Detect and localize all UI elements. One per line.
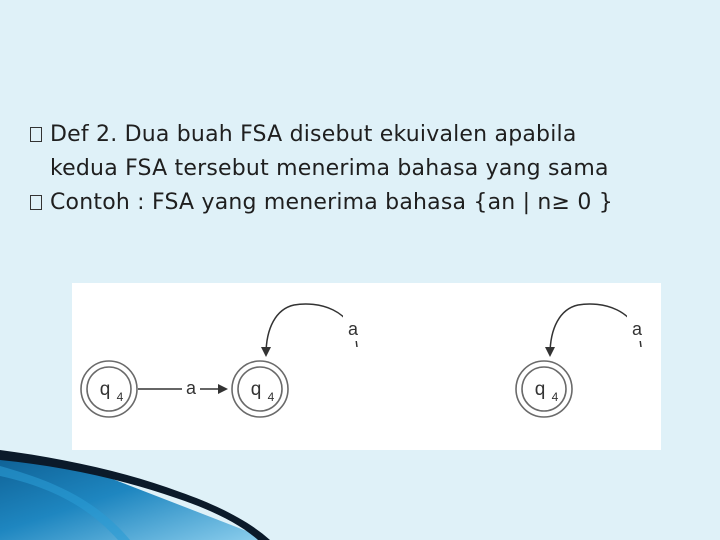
fsa-left-self-loop-label: a (347, 319, 359, 339)
fsa-right-self-loop (550, 304, 645, 355)
fsa-left-state-2 (232, 361, 288, 417)
bullet-marker-icon (30, 195, 42, 210)
fsa-right-state-1 (516, 361, 572, 417)
bullet-def-line-1: Def 2. Dua buah FSA disebut ekuivalen apabila (50, 122, 577, 147)
fsa-left-state-1 (81, 361, 137, 417)
bullet-marker-icon (30, 127, 42, 142)
fsa-diagram (72, 283, 661, 450)
bullet-def-line-2: kedua FSA tersebut menerima bahasa yang sama (50, 156, 609, 181)
fsa-right-state-1-name: q (534, 379, 546, 400)
bullet-def (30, 118, 710, 152)
bullet-def-continuation (30, 152, 710, 186)
fsa-left-state-1-subscript: 4 (116, 390, 124, 404)
decorative-swoosh (0, 440, 300, 540)
fsa-right-state-1-subscript: 4 (551, 390, 559, 404)
fsa-figure (72, 283, 661, 450)
fsa-left-state-1-name: q (99, 379, 111, 400)
fsa-left-state-2-subscript: 4 (267, 390, 275, 404)
fsa-right-self-loop-label: a (631, 319, 643, 339)
fsa-left-self-loop (266, 304, 361, 355)
bullet-list (30, 118, 710, 220)
fsa-left-edge-1-2-label: a (185, 378, 197, 398)
fsa-left-state-2-name: q (250, 379, 262, 400)
bullet-contoh-line-1: Contoh : FSA yang menerima bahasa {an | n≥ 0 } (50, 190, 613, 215)
fsa-left-edge-1-2 (138, 377, 226, 398)
bullet-contoh (30, 186, 710, 220)
